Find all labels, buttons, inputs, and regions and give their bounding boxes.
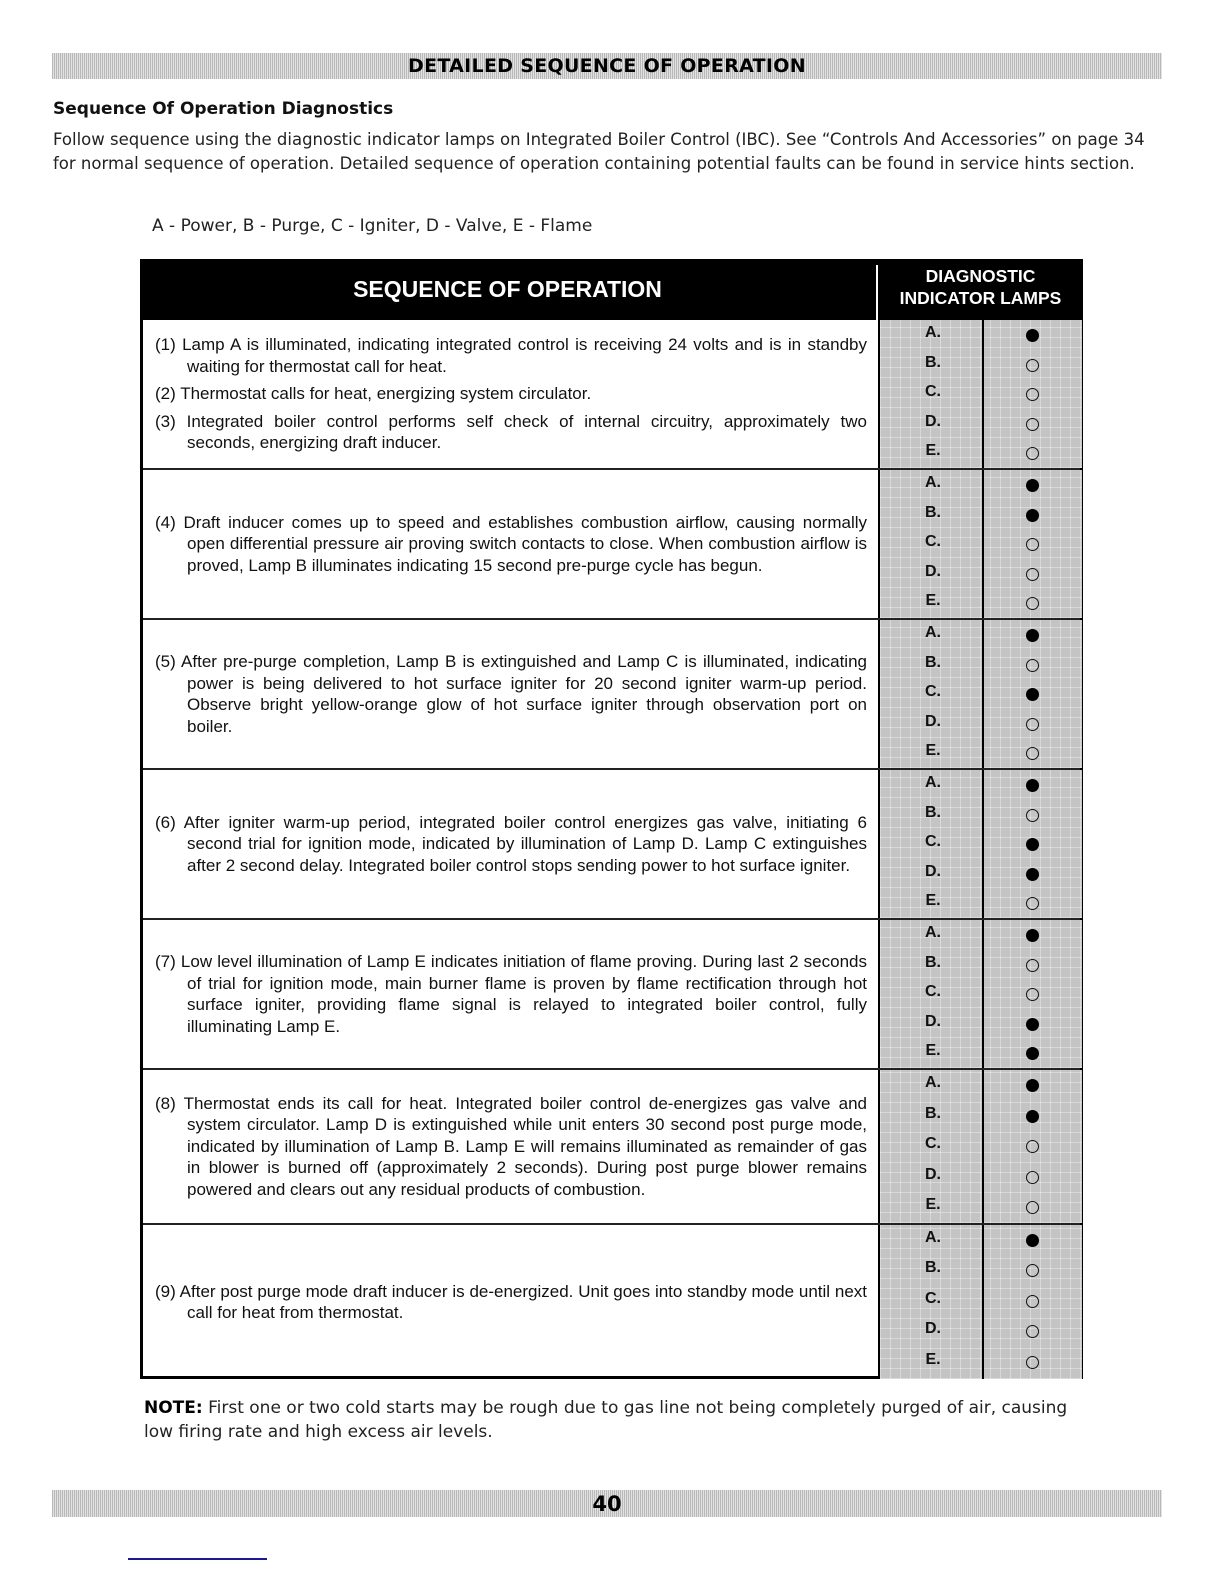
header-lamps-line2: INDICATOR LAMPS bbox=[899, 288, 1062, 308]
lamp-label: C. bbox=[925, 533, 941, 551]
lamp-on-icon bbox=[1026, 868, 1039, 881]
step-item: (9) After post purge mode draft inducer is de-energized. Unit goes into standby mode until next call for heat from thermostat. bbox=[155, 1281, 867, 1322]
step-item: (4) Draft inducer comes up to speed and establishes combustion airflow, causing normally open differential pressure air proving switch contacts to close. When combustion airflow is proved, Lamp B illuminates indicating 15 second pre-purge cycle has begun. bbox=[155, 512, 867, 575]
lamp-off-icon bbox=[1026, 747, 1039, 760]
lamp-row bbox=[880, 559, 1082, 589]
lamp-label: B. bbox=[925, 353, 941, 371]
step-text bbox=[155, 770, 867, 918]
lamp-panel bbox=[878, 1070, 1082, 1223]
footer-link-underline bbox=[128, 1558, 267, 1560]
step-text bbox=[155, 920, 867, 1068]
lamp-label: D. bbox=[925, 862, 941, 880]
lamp-row bbox=[880, 950, 1082, 980]
lamp-off-icon bbox=[1026, 659, 1039, 672]
lamp-panel bbox=[878, 620, 1082, 768]
lamp-row bbox=[880, 1225, 1082, 1255]
lamp-off-icon bbox=[1026, 1171, 1039, 1184]
lamp-row bbox=[880, 1316, 1082, 1346]
step-item: (6) After igniter warm-up period, integrated boiler control energizes gas valve, initiating 6 second trial for ignition mode, indicated by illumination of Lamp D. Lamp C extinguishes after 2 second delay. Integrated boiler control stops sending power to hot surface igniter. bbox=[155, 812, 867, 875]
lamp-label: E. bbox=[925, 1196, 941, 1214]
lamp-row bbox=[880, 770, 1082, 800]
header-band bbox=[52, 53, 1162, 79]
lamp-off-icon bbox=[1026, 809, 1039, 822]
table-row bbox=[143, 770, 1080, 920]
lamp-off-icon bbox=[1026, 1201, 1039, 1214]
note-text: First one or two cold starts may be rough due to gas line not being completely purged of air, causing low firing rate and high excess air levels. bbox=[144, 1398, 1068, 1442]
lamp-on-icon bbox=[1026, 779, 1039, 792]
lamp-row bbox=[880, 888, 1082, 918]
lamp-row bbox=[880, 379, 1082, 409]
lamp-label: A. bbox=[925, 924, 941, 941]
section-title: Sequence Of Operation Diagnostics bbox=[53, 99, 394, 119]
step-item: (7) Low level illumination of Lamp E indicates initiation of flame proving. During last 2 seconds of trial for ignition mode, main burner flame is proven by flame rectification through hot surface igniter, providing flame signal is relayed to integrated boiler control, fully illuminating Lamp E. bbox=[155, 952, 867, 1036]
lamp-label: D. bbox=[925, 1012, 941, 1030]
lamp-label: B. bbox=[925, 803, 941, 821]
lamp-label: A. bbox=[925, 1074, 941, 1091]
lamp-off-icon bbox=[1026, 1264, 1039, 1277]
page-header-title: DETAILED SEQUENCE OF OPERATION bbox=[408, 55, 806, 77]
lamp-off-icon bbox=[1026, 1325, 1039, 1338]
step-item: (1) Lamp A is illuminated, indicating integrated control is receiving 24 volts and is in standby waiting for thermostat call for heat. bbox=[155, 335, 867, 376]
lamp-label: D. bbox=[925, 412, 941, 430]
lamp-row bbox=[880, 1038, 1082, 1068]
lamp-row bbox=[880, 350, 1082, 380]
lamp-label: D. bbox=[925, 1320, 941, 1338]
lamp-on-icon bbox=[1026, 1079, 1039, 1092]
intro-paragraph: Follow sequence using the diagnostic indicator lamps on Integrated Boiler Control (IBC). See “Controls And Accessories” on page 34 for normal sequence of operation. Detailed sequence of operation containing potential faults can be found in service hints section. bbox=[53, 130, 1145, 173]
lamp-panel bbox=[878, 320, 1082, 468]
lamp-row bbox=[880, 859, 1082, 889]
step-text bbox=[155, 1070, 867, 1223]
step-text bbox=[155, 470, 867, 618]
lamp-off-icon bbox=[1026, 359, 1039, 372]
page-number: 40 bbox=[592, 1491, 622, 1516]
lamp-off-icon bbox=[1026, 447, 1039, 460]
lamp-row bbox=[880, 438, 1082, 468]
step-item: (5) After pre-purge completion, Lamp B is extinguished and Lamp C is illuminated, indicating power is being delivered to hot surface igniter for 20 second igniter warm-up period. Observe bright yellow-orange glow of hot surface igniter through observation port on boiler. bbox=[155, 652, 867, 736]
lamp-on-icon bbox=[1026, 509, 1039, 522]
lamp-label: D. bbox=[925, 562, 941, 580]
lamp-label: D. bbox=[925, 712, 941, 730]
lamp-off-icon bbox=[1026, 1295, 1039, 1308]
table-row bbox=[143, 320, 1080, 470]
lamp-off-icon bbox=[1026, 897, 1039, 910]
lamp-label: B. bbox=[925, 653, 941, 671]
lamp-label: E. bbox=[925, 442, 941, 460]
lamp-label: E. bbox=[925, 592, 941, 610]
lamp-on-icon bbox=[1026, 1234, 1039, 1247]
table-row bbox=[143, 470, 1080, 620]
lamp-on-icon bbox=[1026, 1047, 1039, 1060]
lamp-panel bbox=[878, 470, 1082, 618]
lamp-off-icon bbox=[1026, 597, 1039, 610]
lamp-row bbox=[880, 800, 1082, 830]
lamp-label: C. bbox=[925, 1289, 941, 1307]
lamp-label: B. bbox=[925, 1104, 941, 1122]
step-text bbox=[155, 1225, 867, 1379]
lamp-on-icon bbox=[1026, 838, 1039, 851]
lamp-on-icon bbox=[1026, 1110, 1039, 1123]
step-item: (2) Thermostat calls for heat, energizing system circulator. bbox=[155, 384, 592, 404]
lamp-label: C. bbox=[925, 683, 941, 701]
lamp-label: C. bbox=[925, 1135, 941, 1153]
lamp-row bbox=[880, 650, 1082, 680]
lamp-row bbox=[880, 409, 1082, 439]
lamp-row bbox=[880, 620, 1082, 650]
lamp-label: E. bbox=[925, 742, 941, 760]
lamp-label: B. bbox=[925, 1259, 941, 1277]
step-item: (8) Thermostat ends its call for heat. Integrated boiler control de-energizes gas valve and system circulator. Lamp D is extinguished while unit enters 30 second post purge mode, indicated by illumination of Lamp B. Lamp E will remains illuminated as remainder of gas in blower is burned off (approximately 2 seconds). During post purge blower remains powered and clears out any residual products of combustion. bbox=[155, 1093, 867, 1199]
lamp-row bbox=[880, 709, 1082, 739]
lamp-row bbox=[880, 470, 1082, 500]
lamp-off-icon bbox=[1026, 959, 1039, 972]
lamp-off-icon bbox=[1026, 568, 1039, 581]
lamp-label: B. bbox=[925, 953, 941, 971]
lamp-label: A. bbox=[925, 324, 941, 341]
lamp-label: C. bbox=[925, 983, 941, 1001]
lamp-row bbox=[880, 1009, 1082, 1039]
lamp-label: D. bbox=[925, 1165, 941, 1183]
lamp-on-icon bbox=[1026, 688, 1039, 701]
lamp-row bbox=[880, 320, 1082, 350]
lamp-on-icon bbox=[1026, 929, 1039, 942]
header-diagnostic-lamps bbox=[878, 265, 1083, 309]
note bbox=[144, 1396, 1084, 1444]
lamp-label: A. bbox=[925, 774, 941, 791]
lamp-row bbox=[880, 1286, 1082, 1316]
lamp-off-icon bbox=[1026, 388, 1039, 401]
lamp-label: A. bbox=[925, 624, 941, 641]
lamp-legend: A - Power, B - Purge, C - Igniter, D - Valve, E - Flame bbox=[152, 216, 593, 236]
lamp-row bbox=[880, 588, 1082, 618]
lamp-panel bbox=[878, 770, 1082, 918]
lamp-row bbox=[880, 500, 1082, 530]
lamp-row bbox=[880, 1347, 1082, 1377]
table-header bbox=[140, 259, 1083, 320]
lamp-off-icon bbox=[1026, 988, 1039, 1001]
lamp-on-icon bbox=[1026, 329, 1039, 342]
step-item: (3) Integrated boiler control performs self check of internal circuitry, approximately two seconds, energizing draft inducer. bbox=[155, 411, 867, 453]
step-text bbox=[155, 320, 867, 468]
lamp-on-icon bbox=[1026, 629, 1039, 642]
lamp-label: C. bbox=[925, 383, 941, 401]
lamp-label: A. bbox=[925, 474, 941, 491]
lamp-row bbox=[880, 529, 1082, 559]
lamp-row bbox=[880, 679, 1082, 709]
step-text bbox=[155, 620, 867, 768]
lamp-row bbox=[880, 738, 1082, 768]
lamp-row bbox=[880, 920, 1082, 950]
header-sequence-of-operation: SEQUENCE OF OPERATION bbox=[353, 276, 662, 302]
lamp-off-icon bbox=[1026, 418, 1039, 431]
lamp-on-icon bbox=[1026, 479, 1039, 492]
lamp-label: B. bbox=[925, 503, 941, 521]
lamp-row bbox=[880, 1162, 1082, 1192]
lamp-off-icon bbox=[1026, 1140, 1039, 1153]
table-row bbox=[143, 620, 1080, 770]
lamp-off-icon bbox=[1026, 718, 1039, 731]
lamp-row bbox=[880, 1131, 1082, 1161]
lamp-on-icon bbox=[1026, 1018, 1039, 1031]
table-row bbox=[143, 920, 1080, 1070]
lamp-label: E. bbox=[925, 1350, 941, 1368]
lamp-label: A. bbox=[925, 1229, 941, 1246]
lamp-label: E. bbox=[925, 892, 941, 910]
table-row bbox=[143, 1070, 1080, 1225]
lamp-row bbox=[880, 1101, 1082, 1131]
lamp-off-icon bbox=[1026, 538, 1039, 551]
lamp-label: E. bbox=[925, 1042, 941, 1060]
sequence-table bbox=[140, 259, 1083, 1379]
lamp-row bbox=[880, 1255, 1082, 1285]
lamp-panel bbox=[878, 920, 1082, 1068]
note-label: NOTE: bbox=[144, 1398, 203, 1418]
lamp-row bbox=[880, 979, 1082, 1009]
footer-band bbox=[52, 1490, 1162, 1517]
header-lamps-line1: DIAGNOSTIC bbox=[925, 266, 1036, 286]
lamp-label: C. bbox=[925, 833, 941, 851]
lamp-panel bbox=[878, 1225, 1082, 1379]
lamp-row bbox=[880, 1070, 1082, 1100]
lamp-off-icon bbox=[1026, 1356, 1039, 1369]
lamp-row bbox=[880, 829, 1082, 859]
table-row bbox=[143, 1225, 1080, 1379]
lamp-row bbox=[880, 1192, 1082, 1222]
